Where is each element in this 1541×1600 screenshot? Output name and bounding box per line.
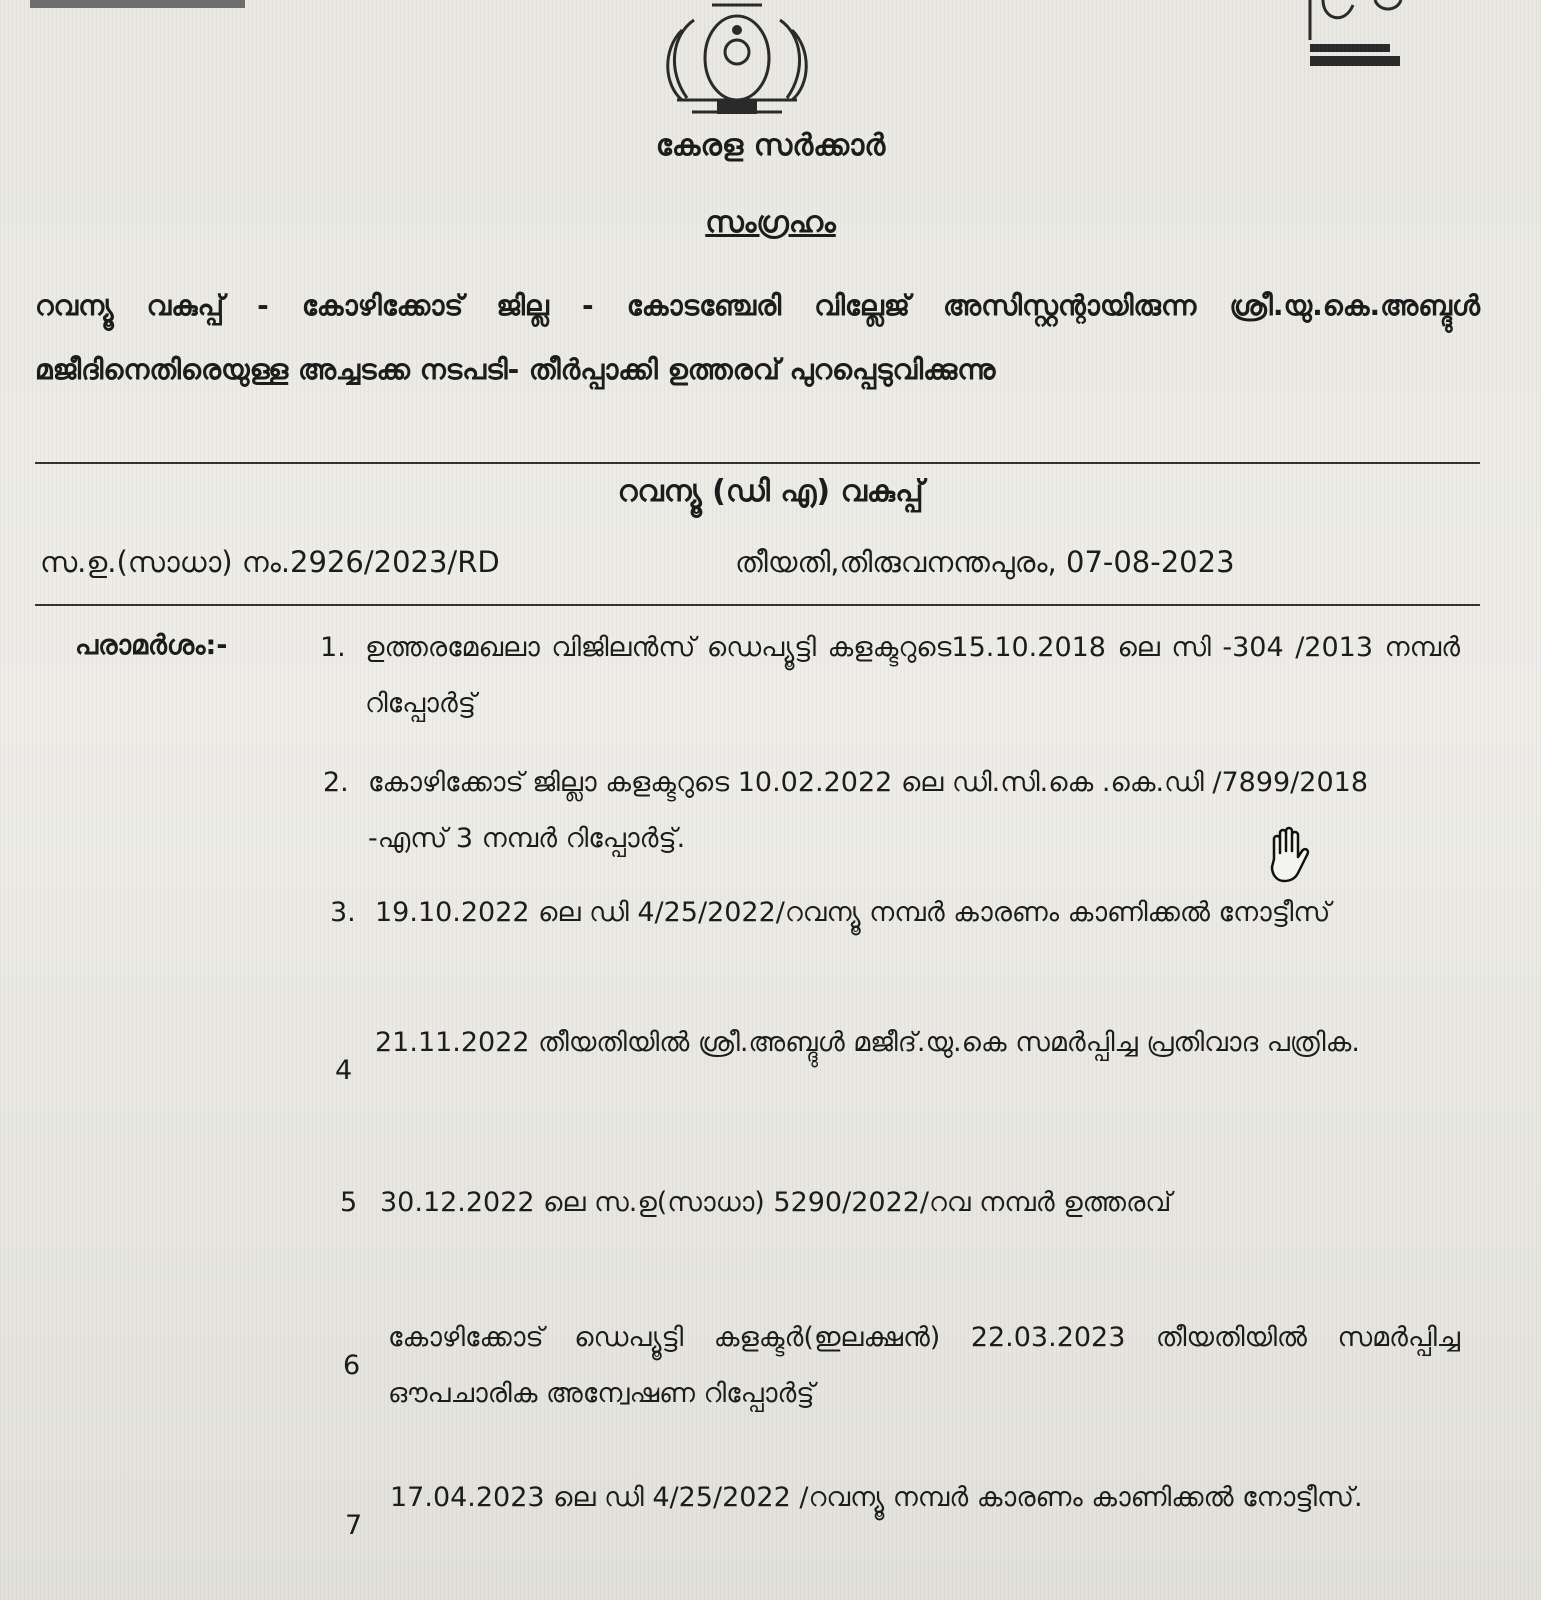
reference-number: 4	[335, 1055, 353, 1086]
reference-number: 1.	[320, 632, 346, 663]
reference-item	[330, 885, 1460, 1005]
reference-text: 30.12.2022 ലെ സ.ഉ(സാധാ) 5290/2022/റവ നമ്പർ ഉത്തരവ്	[380, 1187, 1172, 1218]
reference-item	[320, 620, 1460, 740]
reference-item	[340, 1175, 1460, 1235]
reference-number: 2.	[323, 767, 349, 798]
divider-bottom	[35, 604, 1480, 606]
reference-text: കോഴിക്കോട് ജില്ലാ കളക്ടറുടെ 10.02.2022 ലെ ഡി.സി.കെ .കെ.ഡി /7899/2018 -എസ് 3 നമ്പർ റിപ്പോർട്ട്.	[368, 767, 1368, 854]
hand-cursor-icon	[1262, 825, 1316, 885]
reference-number: 7	[345, 1510, 363, 1541]
divider-top	[35, 462, 1480, 464]
document-type-title	[0, 205, 1541, 240]
order-number: സ.ഉ.(സാധാ) നം.2926/2023/RD	[40, 545, 500, 579]
kerala-state-emblem-icon	[632, 0, 842, 125]
reference-number: 3.	[330, 897, 356, 928]
department-name: റവന്യൂ (ഡി എ) വകുപ്പ്	[617, 474, 924, 509]
document-type-text: സംഗ്രഹം	[705, 205, 836, 240]
reference-item	[335, 1015, 1460, 1135]
reference-text: 17.04.2023 ലെ ഡി 4/25/2022 /റവന്യൂ നമ്പർ കാരണം കാണിക്കൽ നോട്ടീസ്.	[390, 1482, 1363, 1513]
reference-text: ഉത്തരമേഖലാ വിജിലൻസ് ഡെപ്യൂട്ടി കളക്ടറുടെ15.10.2018 ലെ സി -304 /2013 നമ്പർ റിപ്പോർട്ട്	[365, 632, 1460, 719]
reference-text: കോഴിക്കോട് ഡെപ്യൂട്ടി കളക്ടർ(ഇലക്ഷൻ) 22.03.2023 തീയതിയിൽ സമർപ്പിച്ച ഔപചാരിക അന്വേഷണ റിപ്പോർട്ട്	[388, 1322, 1460, 1409]
reference-text: 21.11.2022 തീയതിയിൽ ശ്രീ.അബ്ദുൾ മജീദ്.യു.കെ സമർപ്പിച്ച പ്രതിവാദ പത്രിക.	[375, 1027, 1360, 1058]
government-name: കേരള സർക്കാർ	[655, 128, 886, 163]
references-label: പരാമർശം:-	[75, 630, 228, 661]
reference-number: 5	[340, 1187, 358, 1218]
top-left-header-mark	[30, 0, 245, 8]
reference-text: 19.10.2022 ലെ ഡി 4/25/2022/റവന്യൂ നമ്പർ കാരണം കാണിക്കൽ നോട്ടീസ്	[375, 897, 1331, 928]
order-date: തീയതി,തിരുവനന്തപുരം, 07-08-2023	[735, 545, 1235, 579]
reference-item	[343, 1310, 1460, 1430]
anniversary-logo-icon	[1305, 0, 1425, 70]
reference-item	[345, 1470, 1460, 1590]
reference-number: 6	[343, 1350, 361, 1381]
order-subject: റവന്യൂ വകുപ്പ് - കോഴിക്കോട് ജില്ല - കോടഞ്ചേരി വില്ലേജ് അസിസ്റ്റന്റായിരുന്ന ശ്രീ.യു.കെ.അബ്ദുൾ മജീദിനെതിരെയുള്ള അച്ചടക്ക നടപടി- തീർപ്പാക്കി ഉത്തരവ് പുറപ്പെടുവിക്കുന്നു	[35, 289, 1480, 386]
